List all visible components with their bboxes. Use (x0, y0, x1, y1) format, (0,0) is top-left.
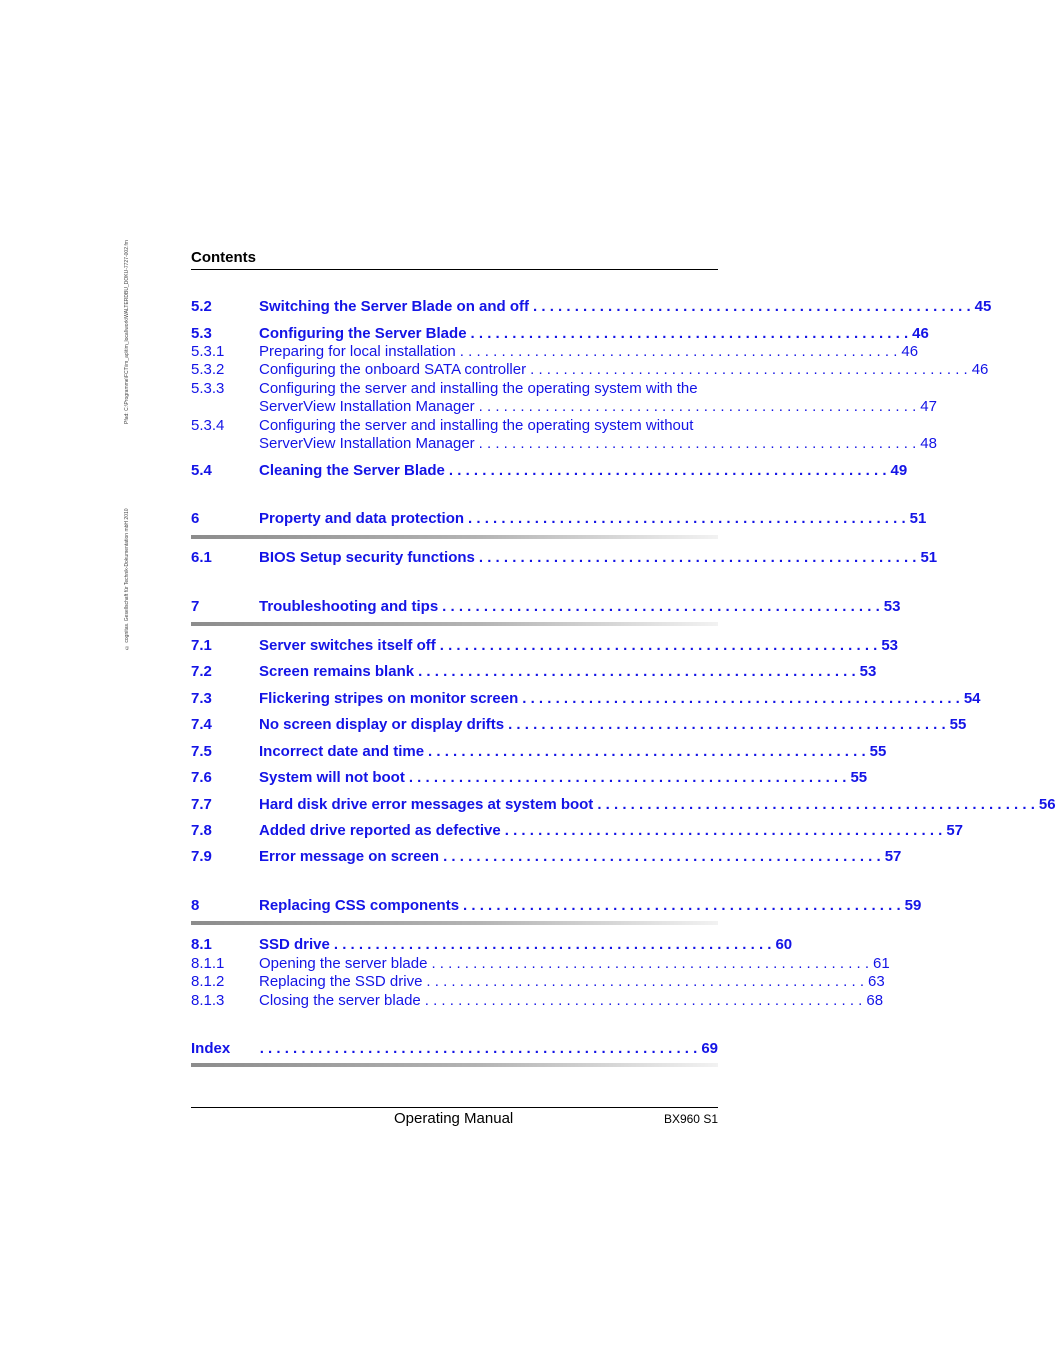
toc-entry[interactable] (191, 462, 908, 480)
toc-entry-number: 6 (191, 510, 200, 527)
toc-entry-page: 48 (920, 435, 937, 452)
toc-entry-number: 8.1.3 (191, 992, 225, 1009)
toc-entry-number: 5.3.4 (191, 417, 225, 434)
toc-entry-number: 7.9 (191, 848, 212, 865)
toc-entry[interactable] (191, 690, 981, 708)
toc-entry[interactable] (191, 973, 885, 991)
page-title: Contents (191, 249, 256, 266)
toc-entry[interactable] (191, 992, 884, 1010)
toc-entry-title: Server switches itself off (259, 637, 440, 655)
toc-leader-dots: . . . . . . . . . . . . . . . . . . . . . . . . . . . . . . . . . . . . . . . . . . . . . . . . . . . . . (333, 936, 772, 953)
toc-entry-title: Replacing CSS components (259, 897, 463, 915)
toc-leader-dots: . . . . . . . . . . . . . . . . . . . . . . . . . . . . . . . . . . . . . . . . . . . . . . . . . . . . . (459, 343, 898, 360)
toc-leader-dots: . . . . . . . . . . . . . . . . . . . . . . . . . . . . . . . . . . . . . . . . . . . . . . . . . . . . . (468, 510, 906, 527)
toc-leader-dots: . . . . . . . . . . . . . . . . . . . . . . . . . . . . . . . . . . . . . . . . . . . . . . . . . . . . . (533, 298, 971, 315)
toc-entry[interactable] (191, 510, 927, 528)
toc-entry-title-continued: ServerView Installation Manager (259, 435, 479, 453)
chapter-rule (191, 622, 718, 626)
footer-rule (191, 1107, 718, 1108)
toc-entry[interactable] (191, 637, 899, 655)
toc-leader-dots: . . . . . . . . . . . . . . . . . . . . . . . . . . . . . . . . . . . . . . . . . . . . . . . . . . . . . (259, 1040, 698, 1057)
toc-leader-dots: . . . . . . . . . . . . . . . . . . . . . . . . . . . . . . . . . . . . . . . . . . . . . . . . . . . . . (448, 462, 887, 479)
toc-entry-number: 7 (191, 598, 200, 615)
toc-entry[interactable] (191, 343, 919, 361)
toc-entry[interactable] (191, 936, 793, 954)
toc-entry-number: 8.1.1 (191, 955, 225, 972)
toc-leader-dots: . . . . . . . . . . . . . . . . . . . . . . . . . . . . . . . . . . . . . . . . . . . . . . . . . . . . . (431, 955, 870, 972)
toc-entry-title: Cleaning the Server Blade (259, 462, 449, 480)
toc-entry-page: 61 (873, 955, 890, 972)
toc-entry-number: 7.2 (191, 663, 212, 680)
toc-entry-number: 7.6 (191, 769, 212, 786)
toc-entry[interactable] (191, 417, 937, 453)
toc-entry-title: Screen remains blank (259, 663, 418, 681)
toc-leader-dots: . . . . . . . . . . . . . . . . . . . . . . . . . . . . . . . . . . . . . . . . . . . . . . . . . . . . . (508, 716, 946, 733)
toc-entry-title: SSD drive (259, 936, 334, 954)
toc-entry-number: 8 (191, 897, 200, 914)
toc-entry-page: 57 (946, 822, 964, 839)
toc-entry-number: 6.1 (191, 549, 212, 566)
margin-note-path: Pfad: C:\Programme\FCT\im_ap\tim_local\work\WALTERDBU_DOKU-7727-002.fm (124, 240, 130, 424)
toc-entry-number: 5.2 (191, 298, 212, 315)
toc-entry-title: Opening the server blade (259, 955, 431, 973)
toc-leader-dots: . . . . . . . . . . . . . . . . . . . . . . . . . . . . . . . . . . . . . . . . . . . . . . . . . . . . . (443, 848, 881, 865)
toc-entry[interactable] (191, 848, 902, 866)
toc-entry-title-continued: ServerView Installation Manager (259, 398, 479, 416)
toc-entry-number: 5.3.1 (191, 343, 225, 360)
toc-leader-dots: . . . . . . . . . . . . . . . . . . . . . . . . . . . . . . . . . . . . . . . . . . . . . . . . . . . . . (418, 663, 856, 680)
toc-entry-number: 8.1 (191, 936, 212, 953)
toc-entry-title: BIOS Setup security functions (259, 549, 479, 567)
toc-leader-dots: . . . . . . . . . . . . . . . . . . . . . . . . . . . . . . . . . . . . . . . . . . . . . . . . . . . . . (428, 743, 866, 760)
footer-manual-title: Operating Manual (394, 1110, 514, 1127)
toc-leader-dots: . . . . . . . . . . . . . . . . . . . . . . . . . . . . . . . . . . . . . . . . . . . . . . . . . . . . . (478, 398, 917, 415)
toc-entry-title: No screen display or display drifts (259, 716, 508, 734)
toc-entry[interactable] (191, 663, 877, 681)
toc-entry-page: 53 (883, 598, 901, 615)
toc-entry-page: 54 (963, 690, 981, 707)
toc-entry-title: Configuring the onboard SATA controller (259, 361, 530, 379)
toc-entry-title: Configuring the server and installing the operating system with the (259, 380, 698, 397)
toc-entry-title: Preparing for local installation (259, 343, 460, 361)
toc-entry[interactable] (191, 361, 989, 379)
toc-entry-number: 7.1 (191, 637, 212, 654)
toc-entry-number: 7.3 (191, 690, 212, 707)
toc-entry-title: Incorrect date and time (259, 743, 428, 761)
toc-entry-page: 56 (1038, 796, 1056, 813)
toc-entry-page: 47 (920, 398, 937, 415)
toc-leader-dots: . . . . . . . . . . . . . . . . . . . . . . . . . . . . . . . . . . . . . . . . . . . . . . . . . . . . . (424, 992, 863, 1009)
toc-leader-dots: . . . . . . . . . . . . . . . . . . . . . . . . . . . . . . . . . . . . . . . . . . . . . . . . . . . . . (442, 598, 880, 615)
toc-entry-number: 5.3 (191, 325, 212, 342)
toc-leader-dots: . . . . . . . . . . . . . . . . . . . . . . . . . . . . . . . . . . . . . . . . . . . . . . . . . . . . . (597, 796, 1035, 813)
toc-entry-page: 51 (920, 549, 938, 566)
toc-entry[interactable] (191, 769, 868, 787)
toc-entry-page: 53 (859, 663, 877, 680)
toc-entry-title: Switching the Server Blade on and off (259, 298, 533, 316)
toc-entry-page: 46 (901, 343, 919, 360)
toc-entry[interactable] (191, 955, 890, 973)
toc-entry-number: 5.3.3 (191, 380, 225, 397)
toc-entry-title: Replacing the SSD drive (259, 973, 426, 991)
toc-leader-dots: . . . . . . . . . . . . . . . . . . . . . . . . . . . . . . . . . . . . . . . . . . . . . . . . . . . . . (530, 361, 968, 378)
toc-entry[interactable] (191, 796, 1056, 814)
toc-entry-number: 5.3.2 (191, 361, 225, 378)
toc-entry[interactable] (191, 298, 992, 316)
toc-leader-dots: . . . . . . . . . . . . . . . . . . . . . . . . . . . . . . . . . . . . . . . . . . . . . . . . . . . . . (522, 690, 960, 707)
margin-note-copyright: © cognitas. Gesellschaft für Technik-Dokumentation mbH 2010 (124, 508, 130, 650)
toc-entry[interactable] (191, 743, 887, 761)
toc-entry-page: 57 (884, 848, 902, 865)
toc-entry-title: Flickering stripes on monitor screen (259, 690, 522, 708)
chapter-rule (191, 535, 718, 539)
toc-leader-dots: . . . . . . . . . . . . . . . . . . . . . . . . . . . . . . . . . . . . . . . . . . . . . . . . . . . . . (478, 549, 917, 566)
toc-entry[interactable] (191, 598, 901, 616)
toc-entry[interactable] (191, 1040, 718, 1058)
toc-entry[interactable] (191, 549, 938, 567)
toc-entry-number: 7.4 (191, 716, 212, 733)
toc-entry-title: Configuring the Server Blade (259, 325, 471, 343)
toc-entry-title: Troubleshooting and tips (259, 598, 442, 616)
toc-entry-number: 7.7 (191, 796, 212, 813)
toc-entry-number: 7.8 (191, 822, 212, 839)
toc-entry-page: 55 (869, 743, 887, 760)
toc-entry-page: 53 (881, 637, 899, 654)
toc-entry-page: 68 (866, 992, 884, 1009)
toc-entry-page: 69 (701, 1040, 718, 1057)
toc-entry-page: 59 (904, 897, 922, 914)
toc-entry[interactable] (191, 716, 967, 734)
toc-entry-title: Hard disk drive error messages at system boot (259, 796, 597, 814)
footer-product-name: BX960 S1 (663, 1112, 718, 1126)
toc-entry-number: 8.1.2 (191, 973, 225, 990)
toc-entry-page: 60 (775, 936, 793, 953)
toc-entry-title: Property and data protection (259, 510, 468, 528)
toc-entry-number: 7.5 (191, 743, 212, 760)
toc-entry-title: Error message on screen (259, 848, 443, 866)
toc-leader-dots: . . . . . . . . . . . . . . . . . . . . . . . . . . . . . . . . . . . . . . . . . . . . . . . . . . . . . (439, 637, 878, 654)
toc-entry-title: Added drive reported as defective (259, 822, 505, 840)
toc-leader-dots: . . . . . . . . . . . . . . . . . . . . . . . . . . . . . . . . . . . . . . . . . . . . . . . . . . . . . (470, 325, 909, 342)
toc-entry-page: 46 (971, 361, 989, 378)
toc-entry-page: 55 (850, 769, 868, 786)
toc-entry-page: 49 (890, 462, 908, 479)
toc-leader-dots: . . . . . . . . . . . . . . . . . . . . . . . . . . . . . . . . . . . . . . . . . . . . . . . . . . . . . (426, 973, 865, 990)
toc-entry-page: 63 (868, 973, 885, 990)
toc-entry[interactable] (191, 897, 922, 915)
toc-entry[interactable] (191, 380, 937, 416)
chapter-rule (191, 921, 718, 925)
toc-entry-title: Configuring the server and installing the operating system without (259, 417, 694, 434)
toc-entry-page: 45 (974, 298, 992, 315)
toc-entry-page: 55 (949, 716, 967, 733)
toc-entry[interactable] (191, 822, 964, 840)
toc-entry-number: 5.4 (191, 462, 212, 479)
toc-entry-page: 46 (912, 325, 929, 342)
toc-leader-dots: . . . . . . . . . . . . . . . . . . . . . . . . . . . . . . . . . . . . . . . . . . . . . . . . . . . . . (463, 897, 901, 914)
toc-entry-title: Closing the server blade (259, 992, 425, 1010)
toc-leader-dots: . . . . . . . . . . . . . . . . . . . . . . . . . . . . . . . . . . . . . . . . . . . . . . . . . . . . . (478, 435, 917, 452)
toc-entry[interactable] (191, 325, 929, 343)
toc-leader-dots: . . . . . . . . . . . . . . . . . . . . . . . . . . . . . . . . . . . . . . . . . . . . . . . . . . . . . (408, 769, 847, 786)
toc-entry-title: Index (191, 1040, 234, 1058)
toc-entry-page: 51 (909, 510, 927, 527)
toc-leader-dots: . . . . . . . . . . . . . . . . . . . . . . . . . . . . . . . . . . . . . . . . . . . . . . . . . . . . . (504, 822, 943, 839)
chapter-rule (191, 1063, 718, 1067)
toc-entry-title: System will not boot (259, 769, 409, 787)
